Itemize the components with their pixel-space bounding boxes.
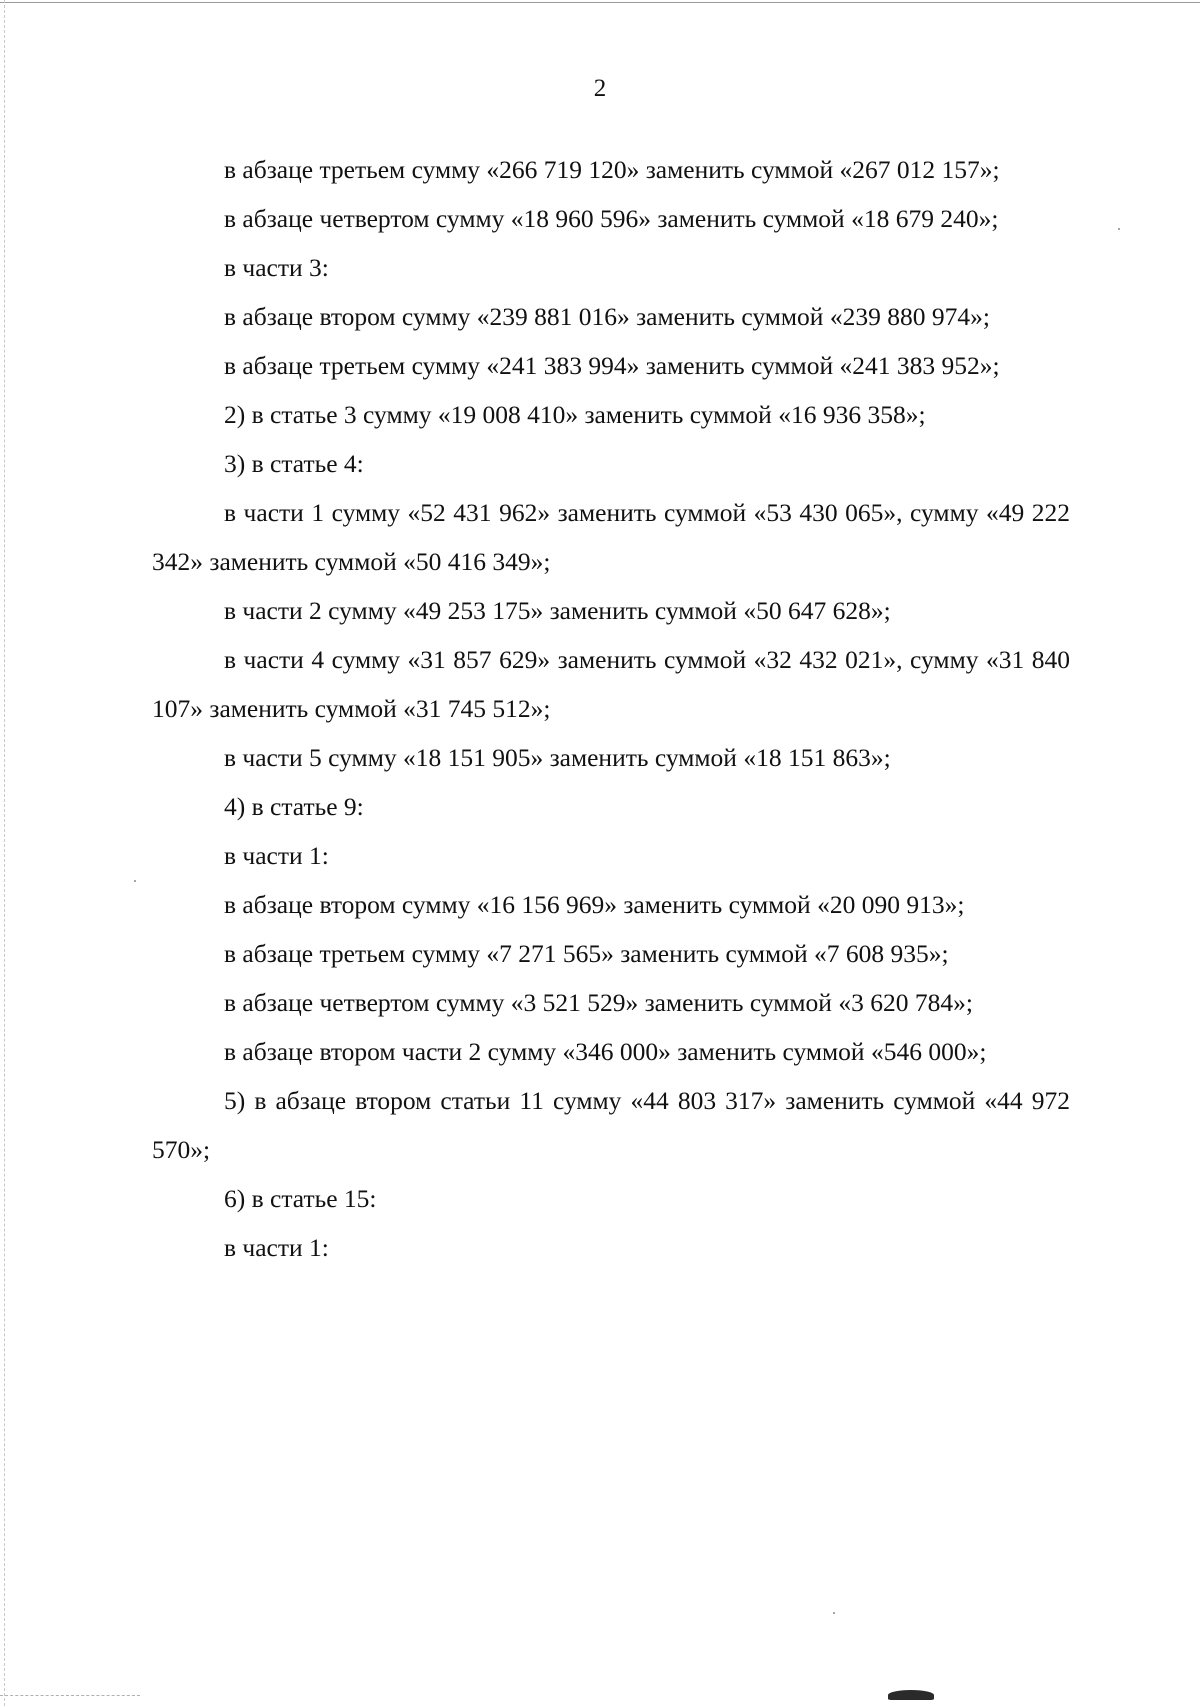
paragraph: в части 5 сумму «18 151 905» заменить суммой «18 151 863»; (224, 743, 891, 772)
paragraph: в части 3: (224, 253, 329, 282)
paragraph: в абзаце четвертом сумму «3 521 529» заменить суммой «3 620 784»; (224, 988, 973, 1017)
paragraph: в абзаце третьем сумму «7 271 565» заменить суммой «7 608 935»; (224, 939, 949, 968)
paragraph: 5) в абзаце втором статьи 11 сумму «44 803 317» заменить суммой «44 972 570»; (152, 1086, 1070, 1164)
scan-speck (833, 1612, 835, 1614)
page-number: 2 (593, 75, 607, 102)
scan-edge-bottom (0, 1695, 140, 1696)
paragraph: в части 4 сумму «31 857 629» заменить суммой «32 432 021», сумму «31 840 107» заменить суммой «31 745 512»; (152, 645, 1070, 723)
paragraph: в части 1 сумму «52 431 962» заменить суммой «53 430 065», сумму «49 222 342» заменить суммой «50 416 349»; (152, 498, 1070, 576)
paragraph: в части 1: (224, 1233, 329, 1262)
paragraph: 6) в статье 15: (224, 1184, 377, 1213)
scan-smudge (888, 1690, 934, 1700)
document-body (152, 145, 1070, 1272)
paragraph: в части 1: (224, 841, 329, 870)
scan-speck (134, 880, 136, 882)
paragraph: в абзаце третьем сумму «241 383 994» заменить суммой «241 383 952»; (224, 351, 1000, 380)
paragraph: в абзаце втором сумму «16 156 969» заменить суммой «20 090 913»; (224, 890, 965, 919)
paragraph: 3) в статье 4: (224, 449, 364, 478)
paragraph: в абзаце третьем сумму «266 719 120» заменить суммой «267 012 157»; (224, 155, 1000, 184)
paragraph: в части 2 сумму «49 253 175» заменить суммой «50 647 628»; (224, 596, 891, 625)
paragraph: в абзаце втором сумму «239 881 016» заменить суммой «239 880 974»; (224, 302, 990, 331)
scan-speck (1118, 228, 1120, 230)
paragraph: в абзаце втором части 2 сумму «346 000» заменить суммой «546 000»; (224, 1037, 987, 1066)
scan-edge-left (4, 0, 5, 1706)
paragraph: в абзаце четвертом сумму «18 960 596» заменить суммой «18 679 240»; (224, 204, 999, 233)
paragraph: 2) в статье 3 сумму «19 008 410» заменить суммой «16 936 358»; (224, 400, 926, 429)
paragraph: 4) в статье 9: (224, 792, 364, 821)
scan-edge-top (0, 2, 1200, 3)
